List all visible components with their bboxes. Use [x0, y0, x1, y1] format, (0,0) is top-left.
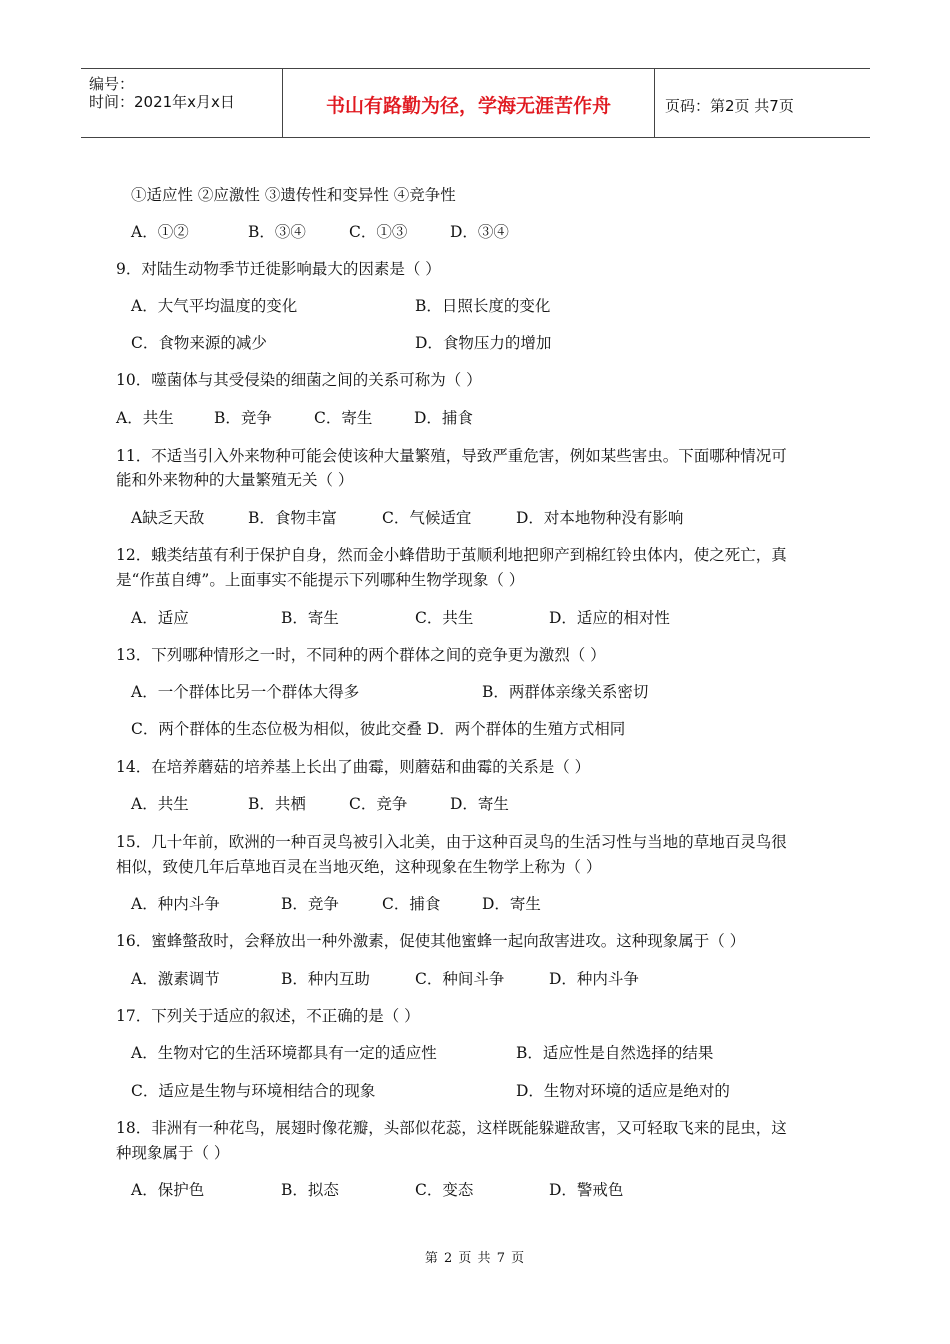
- text-line: 16．蜜蜂螫敌时，会释放出一种外激素，促使其他蜜蜂一起向敌害进攻。这种现象属于（ ）: [116, 932, 746, 950]
- answer-option: A．保护色: [131, 1181, 205, 1199]
- answer-option: D．寄生: [450, 795, 509, 813]
- text-line: 10．噬菌体与其受侵染的细菌之间的关系可称为（ ）: [116, 371, 482, 389]
- text-line: 种现象属于（ ）: [116, 1144, 230, 1162]
- header-info-cell: [81, 69, 283, 137]
- answer-option: A．一个群体比另一个群体大得多: [131, 683, 360, 701]
- page-footer: 第 2 页 共 7 页: [424, 1251, 526, 1266]
- text-line: 14．在培养蘑菇的培养基上长出了曲霉，则蘑菇和曲霉的关系是（ ）: [116, 758, 591, 776]
- answer-option: B．两群体亲缘关系密切: [482, 683, 649, 701]
- answer-option: B．③④: [248, 223, 306, 241]
- date-label: 时间：2021年x月x日: [89, 93, 235, 111]
- answer-option: B．寄生: [281, 609, 339, 627]
- page-header: [81, 68, 870, 138]
- page-number-label: 页码：第2页 共7页: [665, 97, 794, 115]
- text-line: 18．非洲有一种花鸟，展翅时像花瓣，头部似花蕊，这样既能躲避敌害，又可轻取飞来的昆虫，这: [116, 1119, 787, 1137]
- answer-option: C．气候适宜: [382, 509, 472, 527]
- answer-option: A．①②: [131, 223, 189, 241]
- answer-option: D．种内斗争: [549, 970, 639, 988]
- answer-option: C．竞争: [349, 795, 408, 813]
- answer-option: A．生物对它的生活环境都具有一定的适应性: [131, 1044, 437, 1062]
- answer-option: B．拟态: [281, 1181, 339, 1199]
- answer-option: D．警戒色: [549, 1181, 624, 1199]
- answer-option: A．适应: [131, 609, 189, 627]
- answer-option: D．生物对环境的适应是绝对的: [516, 1082, 730, 1100]
- text-line: 相似，致使几年后草地百灵在当地灭绝，这种现象在生物学上称为（ ）: [116, 858, 602, 876]
- text-line: 能和外来物种的大量繁殖无关（ ）: [116, 471, 354, 489]
- text-line: 11．不适当引入外来物种可能会使该种大量繁殖，导致严重危害，例如某些害虫。下面哪种情况可: [116, 447, 787, 465]
- answer-option: C．种间斗争: [415, 970, 505, 988]
- header-page-cell: [655, 69, 870, 137]
- answer-option: A缺乏天敌: [131, 509, 205, 527]
- text-line: 17．下列关于适应的叙述，不正确的是（ ）: [116, 1007, 420, 1025]
- text-line: ①适应性 ②应激性 ③遗传性和变异性 ④竞争性: [131, 186, 456, 204]
- answer-option: B．日照长度的变化: [415, 297, 551, 315]
- answer-option: D．食物压力的增加: [415, 334, 552, 352]
- answer-option: A．共生: [116, 409, 174, 427]
- number-label: 编号：: [89, 75, 135, 93]
- answer-option: C．食物来源的减少: [131, 334, 267, 352]
- text-line: 是“作茧自缚”。上面事实不能提示下列哪种生物学现象（ ）: [116, 571, 525, 589]
- text-line: 13．下列哪种情形之一时，不同种的两个群体之间的竞争更为激烈（ ）: [116, 646, 606, 664]
- text-line: 9．对陆生动物季节迁徙影响最大的因素是（ ）: [116, 260, 441, 278]
- text-line: 15．几十年前，欧洲的一种百灵鸟被引入北美，由于这种百灵鸟的生活习性与当地的草地百灵鸟很: [116, 833, 787, 851]
- answer-option: D．寄生: [482, 895, 541, 913]
- answer-option: B．适应性是自然选择的结果: [516, 1044, 714, 1062]
- answer-option: D．捕食: [414, 409, 473, 427]
- answer-option: A．共生: [131, 795, 189, 813]
- answer-option: B．食物丰富: [248, 509, 337, 527]
- answer-option: C．寄生: [314, 409, 373, 427]
- answer-option: D．对本地物种没有影响: [516, 509, 684, 527]
- answer-option: A．大气平均温度的变化: [131, 297, 298, 315]
- motto: 书山有路勤为径，学海无涯苦作舟: [325, 95, 611, 117]
- answer-option: B．种内互助: [281, 970, 370, 988]
- answer-option: C．①③: [349, 223, 408, 241]
- answer-option: A．激素调节: [131, 970, 220, 988]
- answer-option: D．适应的相对性: [549, 609, 670, 627]
- answer-option: A．种内斗争: [131, 895, 220, 913]
- answer-option: C．共生: [415, 609, 474, 627]
- answer-option: B．共栖: [248, 795, 306, 813]
- answer-option: C．变态: [415, 1181, 474, 1199]
- text-line: 12．蛾类结茧有利于保护自身，然而金小蜂借助于茧顺利地把卵产到棉红铃虫体内，使之死亡，真: [116, 546, 787, 564]
- answer-option: C．捕食: [382, 895, 441, 913]
- header-motto-cell: [283, 69, 655, 137]
- answer-option: D．③④: [450, 223, 509, 241]
- text-line: C．两个群体的生态位极为相似，彼此交叠 D．两个群体的生殖方式相同: [131, 720, 626, 738]
- answer-option: B．竞争: [281, 895, 339, 913]
- answer-option: B．竞争: [214, 409, 272, 427]
- answer-option: C．适应是生物与环境相结合的现象: [131, 1082, 376, 1100]
